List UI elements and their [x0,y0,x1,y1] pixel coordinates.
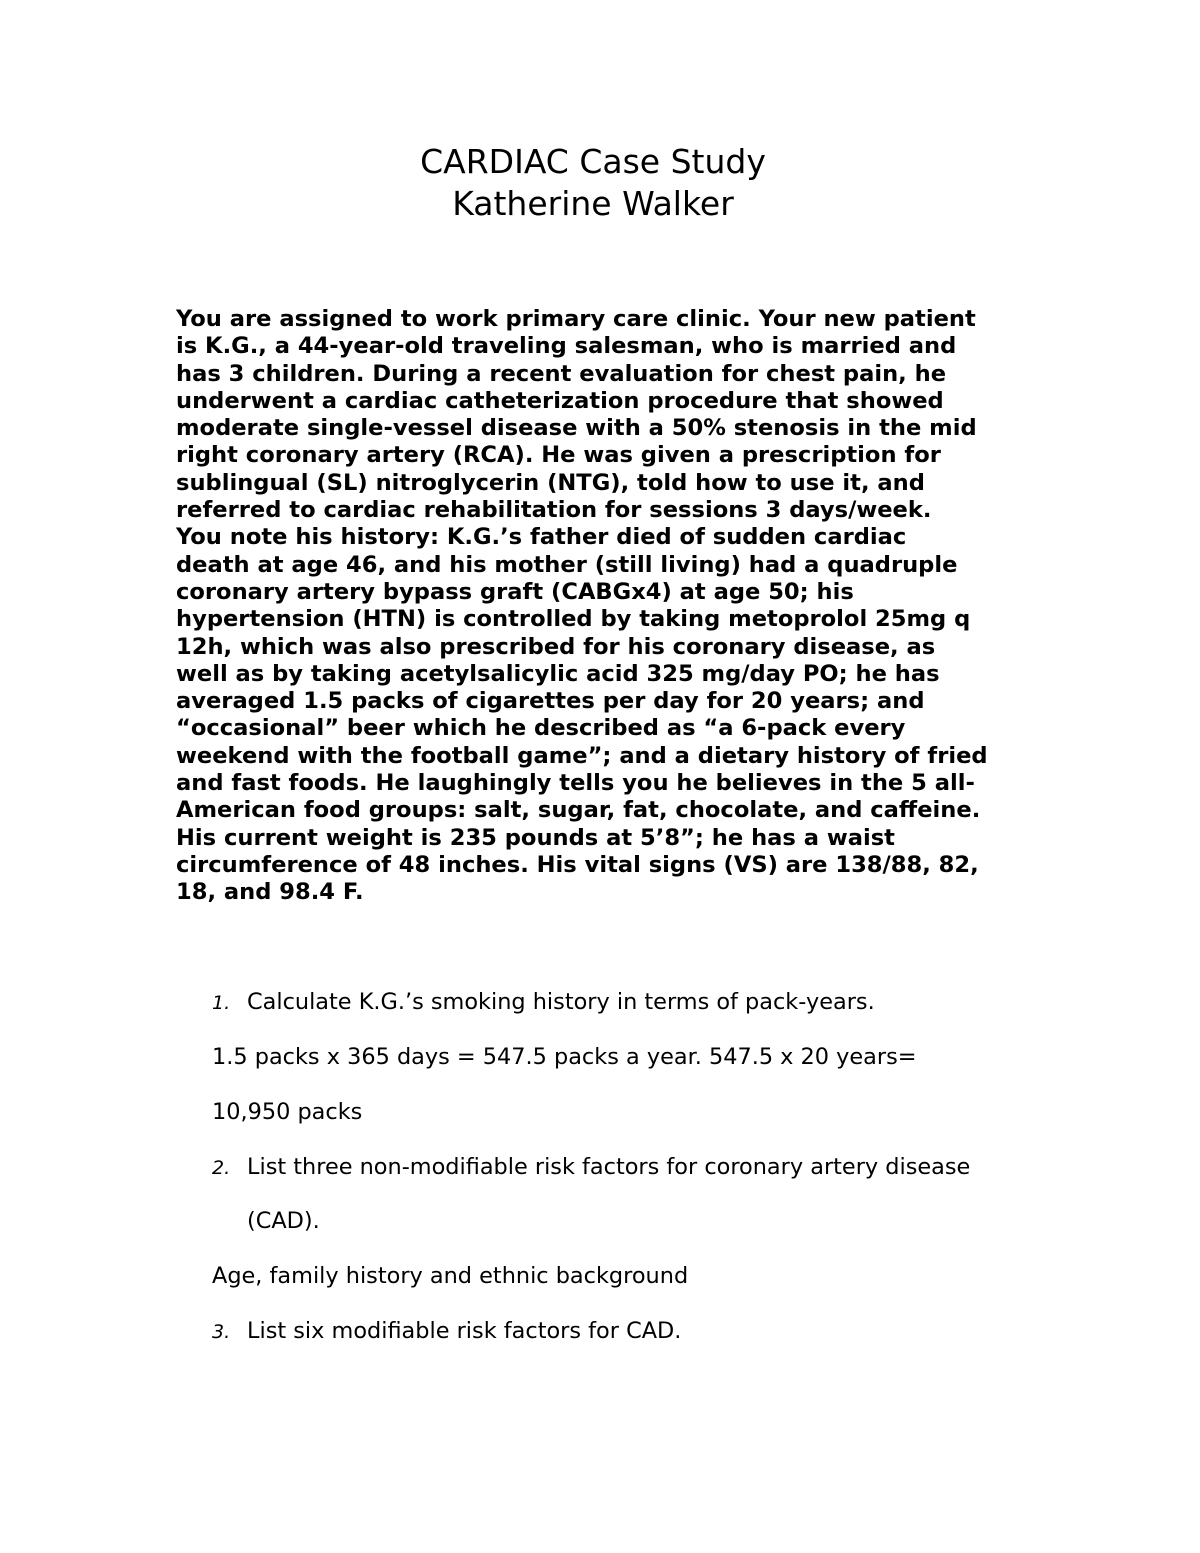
case-line: circumference of 48 inches. His vital signs (VS) are 138/88, 82, [176,851,979,878]
question-2-continued: (CAD). [247,1208,320,1234]
question-text: List three non-modifiable risk factors for coronary artery disease [247,1154,971,1180]
answer-1-line-2: 10,950 packs [212,1099,363,1125]
question-3 [212,1316,681,1347]
question-number: 3. [212,1321,231,1343]
case-line: underwent a cardiac catheterization procedure that showed [176,387,944,414]
case-line: You note his history: K.G.’s father died of sudden cardiac [176,524,907,551]
question-1 [212,987,875,1018]
answer-1-line-1: 1.5 packs x 365 days = 547.5 packs a year. 547.5 x 20 years= [212,1044,917,1070]
question-number: 2. [212,1157,231,1179]
answer-2: Age, family history and ethnic background [212,1263,689,1289]
question-2 [212,1152,970,1183]
case-line: has 3 children. During a recent evaluation for chest pain, he [176,360,947,387]
case-line: You are assigned to work primary care clinic. Your new patient [176,306,976,332]
question-text: List six modifiable risk factors for CAD. [247,1318,682,1344]
case-line: averaged 1.5 packs of cigarettes per day for 20 years; and [176,688,925,715]
case-line: moderate single-vessel disease with a 50% stenosis in the mid [176,415,977,442]
case-line: 18, and 98.4 F. [176,879,364,906]
case-line: sublingual (SL) nitroglycerin (NTG), told how to use it, and [176,469,925,496]
author-name: Katherine Walker [452,184,734,223]
case-line: death at age 46, and his mother (still living) had a quadruple [176,551,958,578]
question-text: Calculate K.G.’s smoking history in terms of pack-years. [247,989,875,1015]
case-line: American food groups: salt, sugar, fat, chocolate, and caffeine. [176,797,981,824]
case-line: “occasional” beer which he described as “a 6-pack every [176,715,906,742]
question-number: 1. [212,992,231,1014]
case-line: is K.G., a 44-year-old traveling salesman, who is married and [176,333,957,360]
case-line: well as by taking acetylsalicylic acid 325 mg/day PO; he has [176,660,940,687]
title-block [0,141,1186,225]
case-line: referred to cardiac rehabilitation for sessions 3 days/week. [176,497,932,524]
case-line: His current weight is 235 pounds at 5’8”; he has a waist [176,824,895,851]
case-line: right coronary artery (RCA). He was given a prescription for [176,442,941,469]
case-line: hypertension (HTN) is controlled by taking metoprolol 25mg q [176,606,971,633]
case-line: 12h, which was also prescribed for his coronary disease, as [176,633,936,660]
case-line: and fast foods. He laughingly tells you he believes in the 5 all- [176,770,975,797]
case-line: coronary artery bypass graft (CABGx4) at age 50; his [176,578,854,605]
case-line: weekend with the football game”; and a dietary history of fried [176,742,988,769]
case-study-paragraph [176,306,1036,907]
document-title: CARDIAC Case Study [420,142,766,181]
